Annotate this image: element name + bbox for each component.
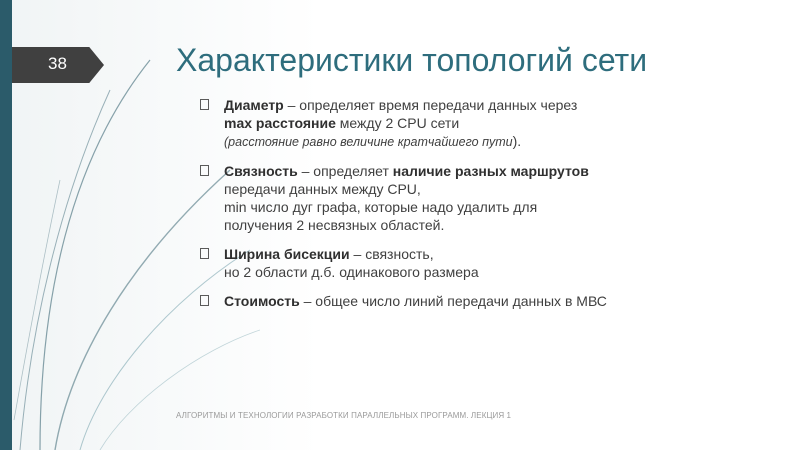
term-diameter: Диаметр: [224, 97, 284, 113]
slide-footer: АЛГОРИТМЫ И ТЕХНОЛОГИИ РАЗРАБОТКИ ПАРАЛЛЕЛЬНЫХ ПРОГРАММ. ЛЕКЦИЯ 1: [176, 411, 512, 420]
term-bisection-width: Ширина бисекции: [224, 246, 350, 262]
bullet-marker-icon: [200, 295, 209, 306]
term-cost: Стоимость: [224, 293, 300, 309]
bullet-marker-icon: [200, 165, 209, 176]
bullet-marker-icon: [200, 248, 209, 259]
term-connectivity: Связность: [224, 163, 298, 179]
slide-number: 38: [48, 54, 67, 73]
term-different-routes: наличие разных маршрутов: [392, 163, 589, 179]
bullet-diameter: Диаметр – определяет время передачи данных через max расстояние между 2 CPU сети (расстояние равно величине кратчайшего пути).: [200, 96, 680, 151]
bullet-bisection-width: Ширина бисекции – связность, но 2 области д.б. одинакового размера: [200, 245, 680, 281]
bullet-connectivity: Связность – определяет наличие разных маршрутов передачи данных между CPU, min число дуг графа, которые надо удалить для получения 2 несвязных областей.: [200, 162, 680, 234]
bullet-list: [200, 96, 680, 321]
term-max-distance: max расстояние: [224, 115, 336, 131]
note-shortest-path: (расстояние равно величине кратчайшего пути: [224, 135, 513, 149]
bullet-cost: Стоимость – общее число линий передачи данных в МВС: [200, 292, 680, 310]
slide-title: Характеристики топологий сети: [176, 42, 648, 78]
bullet-marker-icon: [200, 99, 209, 110]
